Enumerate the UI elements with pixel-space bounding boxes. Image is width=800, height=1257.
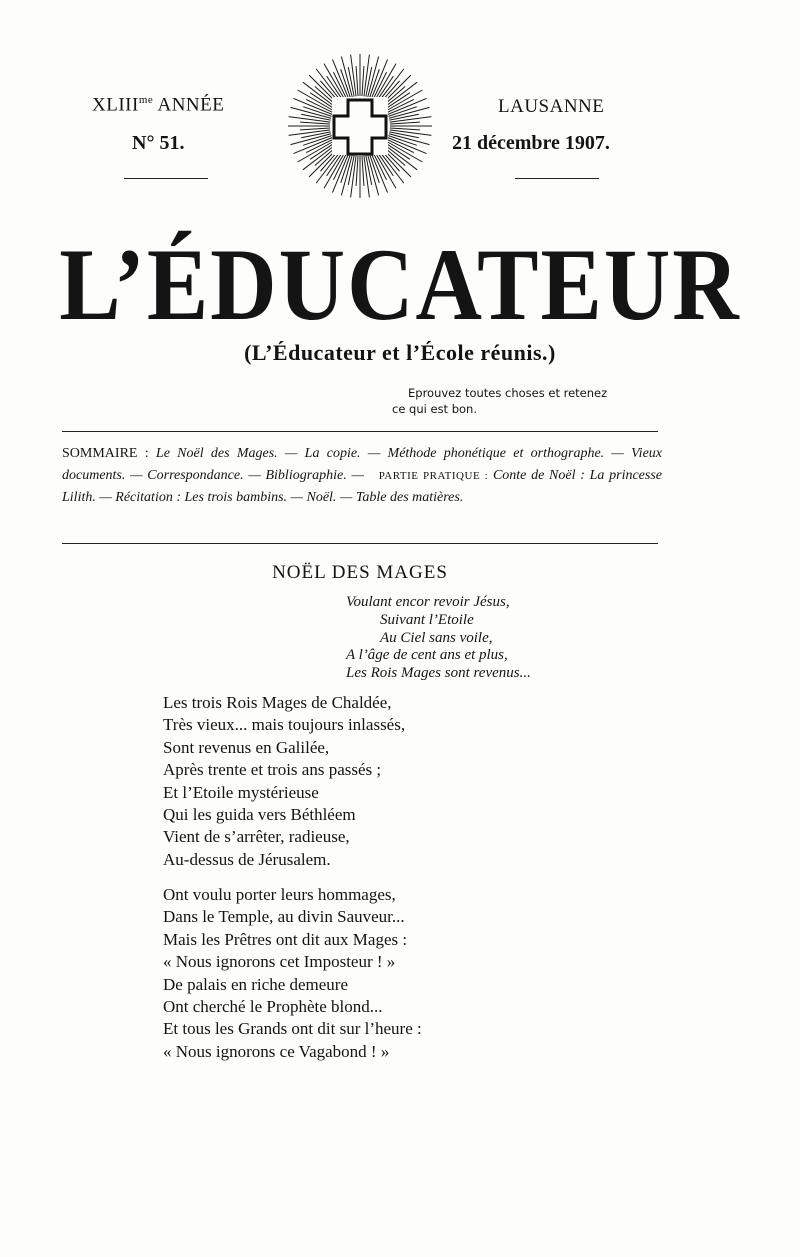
partie-pratique-items: Conte de Noël : La princesse Lilith. — Récitation : Les trois bambins. — Noël. — Table des matières. [62,468,663,505]
poem-title: NOËL DES MAGES [272,562,448,583]
verse-line: Les trois Rois Mages de Chaldée, [163,693,392,712]
issue-number: N° 51. [132,132,185,154]
epigraph-line: Les Rois Mages sont revenus... [346,665,531,682]
partie-pratique-label: PARTIE PRATIQUE : [378,470,489,482]
epigraph-line: Au Ciel sans voile, [380,629,493,646]
left-header-rule [124,178,208,179]
verse-line: Après trente et trois ans passés ; [163,760,382,780]
verse-line: De palais en riche demeure [163,974,349,994]
verse-line: Mais les Prêtres ont dit aux Mages : [163,929,408,949]
motto [392,385,607,417]
poem-epigraph [346,594,531,683]
sommaire-top-rule [62,431,658,432]
verse-line: Au-dessus de Jérusalem. [163,849,331,869]
motto-line-2: ce qui est bon. [392,402,478,416]
masthead-subtitle: (L’Éducateur et l’École réunis.) [244,340,556,365]
sommaire-label: SOMMAIRE : [62,446,149,461]
verse-line: Sont revenus en Galilée, [163,737,330,757]
verse-line: Ont voulu porter leurs hommages, [163,885,396,904]
epigraph-line: A l’âge de cent ans et plus, [346,647,508,664]
swiss-cross-radiant-icon [286,52,434,200]
motto-line-1: Eprouvez toutes choses et retenez [408,386,608,400]
verse-line: Ont cherché le Prophète blond... [163,997,383,1017]
sommaire-block [62,443,662,509]
city-label: LAUSANNE [498,96,605,117]
poem-stanza-1 [163,692,405,871]
verse-line: « Nous ignorons ce Vagabond ! » [163,1041,390,1061]
verse-line: Très vieux... mais toujours inlassés, [163,715,406,735]
verse-line: Dans le Temple, au divin Sauveur... [163,907,405,927]
masthead-title: L’ÉDUCATEUR [59,227,741,342]
epigraph-line: Suivant l’Etoile [380,611,474,628]
poem-stanza-2 [163,884,422,1063]
sommaire-bottom-rule [62,543,658,544]
verse-line: Qui les guida vers Béthléem [163,805,356,825]
verse-line: Et l’Etoile mystérieuse [163,782,319,802]
sommaire-items: Le Noël des Mages. — La copie. — Méthode phonétique et orthographe. — Vieux documents. — Correspondance. — Bibliographie. — [62,446,662,483]
issue-date: 21 décembre 1907. [452,132,610,154]
right-header-rule [515,178,599,179]
verse-line: Vient de s’arrêter, radieuse, [163,827,350,847]
year-label: $XLIII^{me}$ ANNÉE [92,94,225,116]
epigraph-line: Voulant encor revoir Jésus, [346,594,510,610]
verse-line: Et tous les Grands ont dit sur l’heure : [163,1019,422,1039]
verse-line: « Nous ignorons cet Imposteur ! » [163,952,396,972]
